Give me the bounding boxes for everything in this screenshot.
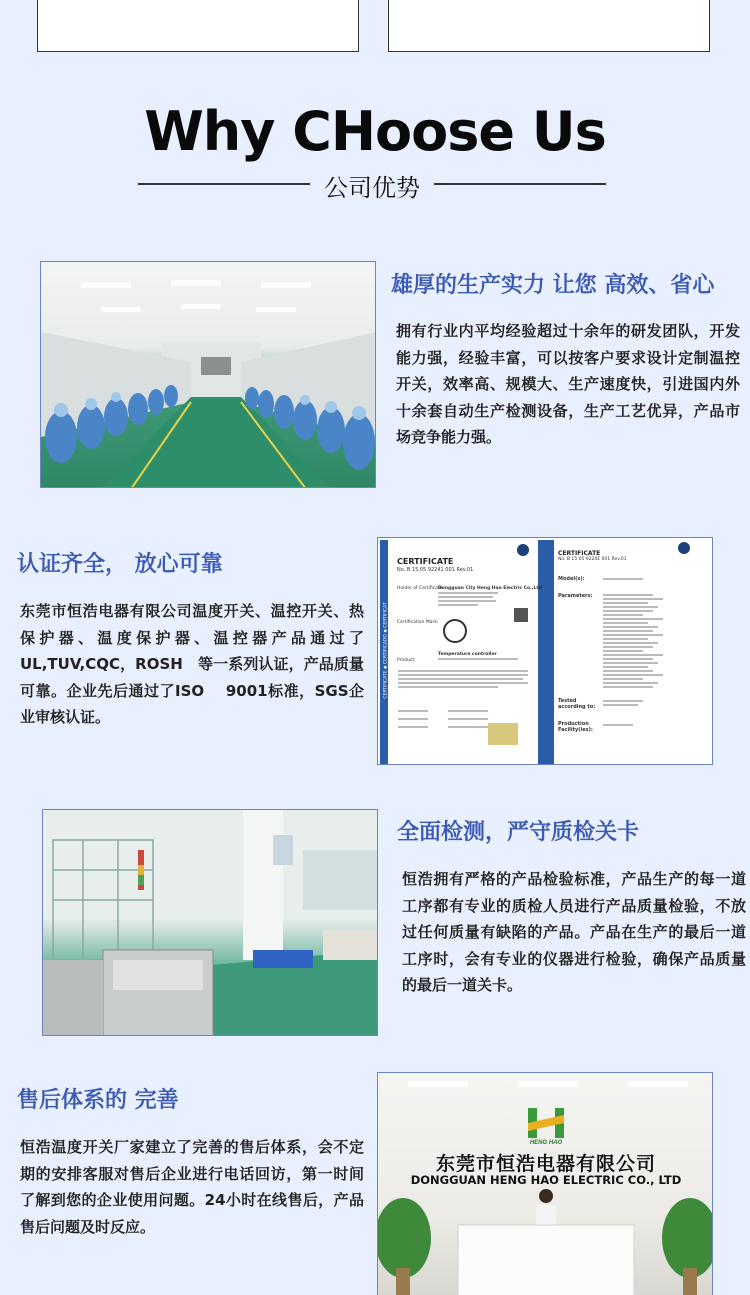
cert-models-label: Model(s): — [558, 576, 585, 582]
company-reception-image — [377, 1072, 713, 1295]
company-name-en: DONGGUAN HENG HAO ELECTRIC CO., LTD — [410, 1173, 682, 1187]
factory-workshop-image — [40, 261, 376, 488]
cert-params-label: Parameters: — [558, 593, 593, 599]
section-text-after-sales: 恒浩温度开关厂家建立了完善的售后体系，会不定期的安排客服对售后企业进行电话回访，第一时间了解到您的企业使用问题。24小时在线售后，产品售后问题及时反应。 — [20, 1138, 364, 1236]
divider-left — [138, 183, 310, 185]
cert-right-title: CERTIFICATE — [558, 550, 601, 557]
cert-product-label: Product: — [397, 658, 416, 663]
company-brand: HENG HAO — [529, 1140, 563, 1146]
section-subtitle: 公司优势 — [324, 174, 420, 202]
divider-right — [434, 183, 606, 185]
inspection-lab-image — [42, 809, 378, 1036]
cert-product-value: Temperature controller — [438, 652, 497, 657]
cert-mark-label: Certification Mark: — [397, 620, 439, 625]
top-image-frame-right — [388, 0, 710, 52]
company-name-cn: 东莞市恒浩电器有限公司 — [435, 1153, 656, 1175]
section-text-production: 拥有行业内平均经验超过十余年的研发团队，开发能力强，经验丰富，可以按客户要求设计定制温控开关，效率高、规模大、生产速度快，引进国内外十余套自动生产检测设备，生产工艺优异，产品市场竞争能力强。 — [396, 322, 740, 446]
section-text-inspection: 恒浩拥有严格的产品检验标准，产品生产的每一道工序都有专业的质检人员进行产品质量检验，不放过任何质量有缺陷的产品。产品在生产的最后一道工序时，会有专业的仪器进行检验，确保产品质量的最后一道关卡。 — [402, 870, 746, 994]
cert-facility-label: Production Facility(ies): — [558, 721, 593, 733]
cert-holder-label: Holder of Certificate: — [397, 586, 444, 591]
section-text-certification: 东莞市恒浩电器有限公司温度开关、温控开关、热保护器、温度保护器、温控器产品通过了UL,TUV,CQC，ROSH 等一系列认证，产品质量可靠。企业先后通过了ISO 9001标准，SGS企业审核认证。 — [20, 602, 364, 726]
cert-left-title: CERTIFICATE — [397, 557, 454, 566]
top-image-frame-left — [37, 0, 359, 52]
section-heading-inspection: 全面检测，严守质检关卡 — [397, 820, 640, 845]
section-title: Why CHoose Us — [144, 100, 606, 163]
section-heading-after-sales: 售后体系的 完善 — [17, 1088, 179, 1113]
cert-right-no: No. B 15 05 92241 001 Rev.01 — [558, 557, 627, 562]
section-heading-certification: 认证齐全， 放心可靠 — [17, 552, 223, 577]
cert-side-band: CERTIFICATE ◆ CERTIFICADO ◆ CERTIFICAT — [383, 602, 389, 699]
cert-tested-label: Tested according to: — [558, 698, 596, 710]
cert-left-no: No. B 15 05 92241 001 Rev.01 — [397, 567, 474, 573]
section-heading-production: 雄厚的生产实力 让您 高效、省心 — [391, 273, 715, 298]
subtitle-row — [138, 168, 606, 202]
cert-holder-value: Dongguan City Heng Hao Electric Co.,Ltd — [438, 586, 542, 591]
certificate-image — [377, 537, 713, 765]
